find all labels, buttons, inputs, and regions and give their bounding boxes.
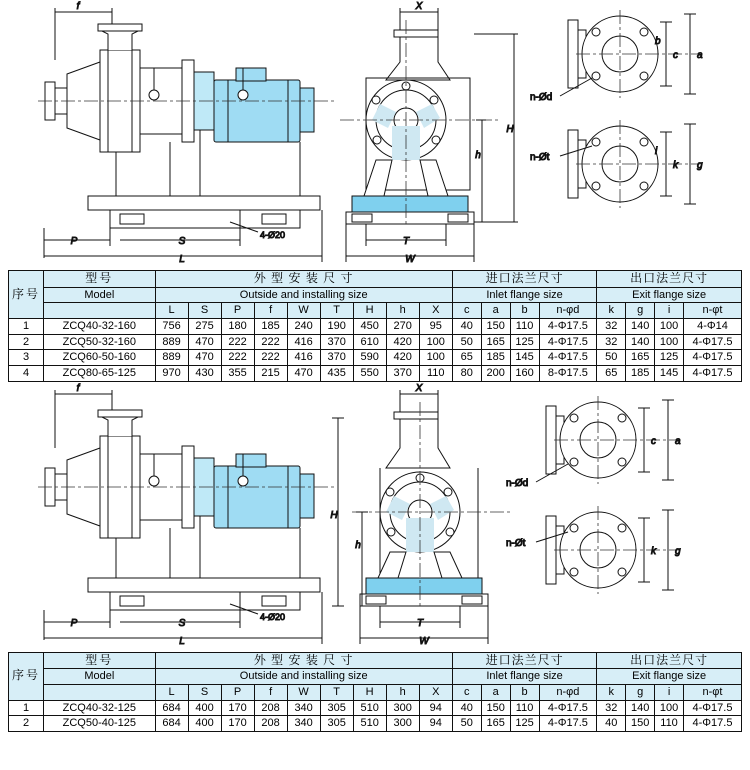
cell-k: 65 [597,366,626,382]
cell-n-φt: 4-Φ17.5 [683,700,741,716]
th-exit-en-1: Exit flange size [597,287,742,303]
cell-b: 110 [510,319,539,335]
cell-W: 240 [287,319,320,335]
th-col-P: P [221,685,254,701]
label-W-1: W [405,254,415,265]
th-col-a: a [481,685,510,701]
th-col-b: b [510,303,539,319]
cell-X: 94 [419,716,452,732]
cell-T: 305 [320,700,353,716]
spec-table-1-body [9,319,742,382]
cell-f: 185 [254,319,287,335]
cell-T: 435 [320,366,353,382]
spec-table-2 [8,652,742,732]
cell-h: 270 [386,319,419,335]
th-col-b: b [510,685,539,701]
cell-h: 300 [386,700,419,716]
cell-X: 100 [419,334,452,350]
label-a-1: a [697,50,703,61]
cell-b: 110 [510,700,539,716]
cell-H: 450 [353,319,386,335]
cell-no: 1 [9,319,44,335]
cell-P: 355 [221,366,254,382]
th-col-n-φt: n-φt [683,303,741,319]
th-col-n-φd: n-φd [539,685,597,701]
th-col-k: k [597,303,626,319]
cell-no: 2 [9,334,44,350]
th-col-T: T [320,303,353,319]
cell-k: 50 [597,350,626,366]
label-f-top: f [76,1,80,12]
th-col-S: S [188,685,221,701]
cell-X: 110 [419,366,452,382]
th-col-i: i [655,685,684,701]
cell-W: 340 [287,716,320,732]
th-no-1: 序号 [9,271,44,319]
cell-k: 32 [597,700,626,716]
cell-model: ZCQ40-32-125 [44,700,155,716]
th-model-cn-2: 型号 [44,652,155,669]
cell-n-φd: 4-Φ17.5 [539,700,597,716]
label-bolt-note-2: 4-Ø20 [260,611,286,622]
th-model-cn-1: 型号 [44,271,155,288]
table-row [9,319,742,335]
cell-P: 180 [221,319,254,335]
cell-g: 185 [626,366,655,382]
cell-n-φt: 4-Φ14 [683,319,741,335]
cell-f: 215 [254,366,287,382]
table-row [9,716,742,732]
th-col-X: X [419,685,452,701]
cell-W: 340 [287,700,320,716]
cell-no: 1 [9,700,44,716]
cell-model: ZCQ50-40-125 [44,716,155,732]
cell-k: 40 [597,716,626,732]
cell-model: ZCQ80-65-125 [44,366,155,382]
label-n-phi-t-1: n-Øt [530,152,550,163]
th-no-2: 序号 [9,652,44,700]
th-col-c: c [452,685,481,701]
label-c-2: c [651,435,656,447]
label-T-2: T [416,617,424,629]
th-outside-cn-2: 外 型 安 装 尺 寸 [155,652,452,669]
spec-table-2-body [9,700,742,731]
pump-drawing-top [0,0,750,268]
cell-T: 305 [320,716,353,732]
label-L-2: L [179,635,185,647]
th-col-f: f [254,303,287,319]
th-col-H: H [353,685,386,701]
label-b-1: b [655,36,661,47]
cell-H: 550 [353,366,386,382]
th-col-T: T [320,685,353,701]
cell-n-φd: 4-Φ17.5 [539,334,597,350]
th-inlet-en-1: Inlet flange size [452,287,596,303]
th-col-g: g [626,303,655,319]
label-c-1: c [673,50,678,61]
cell-k: 32 [597,319,626,335]
label-L-1: L [179,254,185,265]
cell-a: 165 [481,334,510,350]
cell-S: 400 [188,700,221,716]
cell-model: ZCQ60-50-160 [44,350,155,366]
cell-f: 208 [254,700,287,716]
table-row [9,700,742,716]
th-exit-cn-1: 出口法兰尺寸 [597,271,742,288]
spec-table-1-wrapper [0,270,750,382]
cell-i: 100 [655,334,684,350]
cell-L: 684 [155,700,188,716]
cell-n-φt: 4-Φ17.5 [683,334,741,350]
cell-i: 110 [655,716,684,732]
th-model-en-2: Model [44,669,155,685]
cell-g: 165 [626,350,655,366]
label-S-1: S [178,236,186,247]
cell-L: 970 [155,366,188,382]
cell-c: 65 [452,350,481,366]
th-col-S: S [188,303,221,319]
table-row [9,366,742,382]
cell-i: 100 [655,700,684,716]
spec-table-1 [8,270,742,382]
cell-W: 416 [287,350,320,366]
label-g-2: g [675,545,681,557]
cell-a: 165 [481,716,510,732]
cell-c: 50 [452,716,481,732]
label-H-2: H [330,509,338,521]
th-col-n-φt: n-φt [683,685,741,701]
th-exit-cn-2: 出口法兰尺寸 [597,652,742,669]
th-model-en-1: Model [44,287,155,303]
cell-i: 145 [655,366,684,382]
cell-P: 222 [221,334,254,350]
label-h-1: h [475,150,481,161]
cell-b: 125 [510,334,539,350]
th-columns-row-2 [9,685,742,701]
cell-h: 420 [386,350,419,366]
cell-a: 150 [481,319,510,335]
cell-T: 370 [320,334,353,350]
cell-c: 40 [452,700,481,716]
cell-g: 140 [626,334,655,350]
cell-H: 610 [353,334,386,350]
label-X-1: X [415,1,423,12]
cell-h: 300 [386,716,419,732]
th-columns-row-1 [9,303,742,319]
cell-f: 208 [254,716,287,732]
th-inlet-en-2: Inlet flange size [452,669,596,685]
label-S-2: S [178,617,186,629]
cell-X: 95 [419,319,452,335]
th-col-L: L [155,685,188,701]
label-W-2: W [419,635,429,647]
label-P-2: P [70,617,78,629]
th-model-blank-1 [44,303,155,319]
cell-n-φd: 8-Φ17.5 [539,366,597,382]
cell-W: 416 [287,334,320,350]
cell-b: 160 [510,366,539,382]
cell-g: 140 [626,700,655,716]
cell-X: 94 [419,700,452,716]
cell-L: 889 [155,350,188,366]
cell-b: 145 [510,350,539,366]
spec-table-2-wrapper [0,652,750,732]
th-col-H: H [353,303,386,319]
cell-no: 4 [9,366,44,382]
pump-drawing-bottom [0,382,750,650]
cell-model: ZCQ40-32-160 [44,319,155,335]
cell-S: 275 [188,319,221,335]
cell-h: 420 [386,334,419,350]
cell-no: 3 [9,350,44,366]
cell-a: 200 [481,366,510,382]
table-row [9,334,742,350]
cell-L: 684 [155,716,188,732]
cell-X: 100 [419,350,452,366]
cell-n-φt: 4-Φ17.5 [683,716,741,732]
cell-S: 470 [188,350,221,366]
cell-i: 125 [655,350,684,366]
cell-c: 40 [452,319,481,335]
cell-b: 125 [510,716,539,732]
th-model-blank-2 [44,685,155,701]
cell-n-φd: 4-Φ17.5 [539,350,597,366]
table-row [9,350,742,366]
cell-S: 400 [188,716,221,732]
label-T-1: T [402,236,410,247]
cell-f: 222 [254,350,287,366]
cell-g: 150 [626,716,655,732]
cell-no: 2 [9,716,44,732]
th-outside-en-2: Outside and installing size [155,669,452,685]
th-col-W: W [287,303,320,319]
th-col-i: i [655,303,684,319]
label-k-2: k [651,545,656,557]
cell-H: 510 [353,700,386,716]
cell-L: 756 [155,319,188,335]
label-n-phi-d-2: n-Ød [506,477,529,489]
cell-model: ZCQ50-32-160 [44,334,155,350]
th-col-P: P [221,303,254,319]
th-col-g: g [626,685,655,701]
th-col-L: L [155,303,188,319]
cell-c: 80 [452,366,481,382]
label-h-2: h [355,539,361,551]
cell-n-φt: 4-Φ17.5 [683,350,741,366]
cell-n-φd: 4-Φ17.5 [539,716,597,732]
th-exit-en-2: Exit flange size [597,669,742,685]
cell-H: 510 [353,716,386,732]
cell-h: 370 [386,366,419,382]
label-g-1: g [697,160,703,171]
label-i-1: i [655,146,658,157]
cell-T: 370 [320,350,353,366]
th-inlet-cn-1: 进口法兰尺寸 [452,271,596,288]
cell-k: 32 [597,334,626,350]
th-col-h: h [386,303,419,319]
label-f-top-2: f [76,382,80,394]
label-bolt-note-1: 4-Ø20 [260,230,286,240]
cell-H: 590 [353,350,386,366]
cell-P: 222 [221,350,254,366]
label-a-2: a [675,435,681,447]
label-P-1: P [70,236,78,247]
label-n-phi-d-1: n-Ød [530,92,553,103]
cell-n-φt: 4-Φ17.5 [683,366,741,382]
cell-T: 190 [320,319,353,335]
cell-W: 470 [287,366,320,382]
cell-c: 50 [452,334,481,350]
th-col-k: k [597,685,626,701]
th-inlet-cn-2: 进口法兰尺寸 [452,652,596,669]
th-outside-en-1: Outside and installing size [155,287,452,303]
cell-L: 889 [155,334,188,350]
cell-n-φd: 4-Φ17.5 [539,319,597,335]
cell-f: 222 [254,334,287,350]
cell-g: 140 [626,319,655,335]
cell-P: 170 [221,716,254,732]
th-col-f: f [254,685,287,701]
cell-S: 470 [188,334,221,350]
label-X-2: X [415,382,423,394]
cell-i: 100 [655,319,684,335]
cell-a: 150 [481,700,510,716]
th-col-X: X [419,303,452,319]
th-outside-cn-1: 外 型 安 装 尺 寸 [155,271,452,288]
cell-a: 185 [481,350,510,366]
cell-S: 430 [188,366,221,382]
th-col-n-φd: n-φd [539,303,597,319]
th-col-c: c [452,303,481,319]
th-col-h: h [386,685,419,701]
label-H-1: H [506,124,514,135]
th-col-a: a [481,303,510,319]
cell-P: 170 [221,700,254,716]
label-k-1: k [673,160,678,171]
label-n-phi-t-2: n-Øt [506,537,526,549]
th-col-W: W [287,685,320,701]
